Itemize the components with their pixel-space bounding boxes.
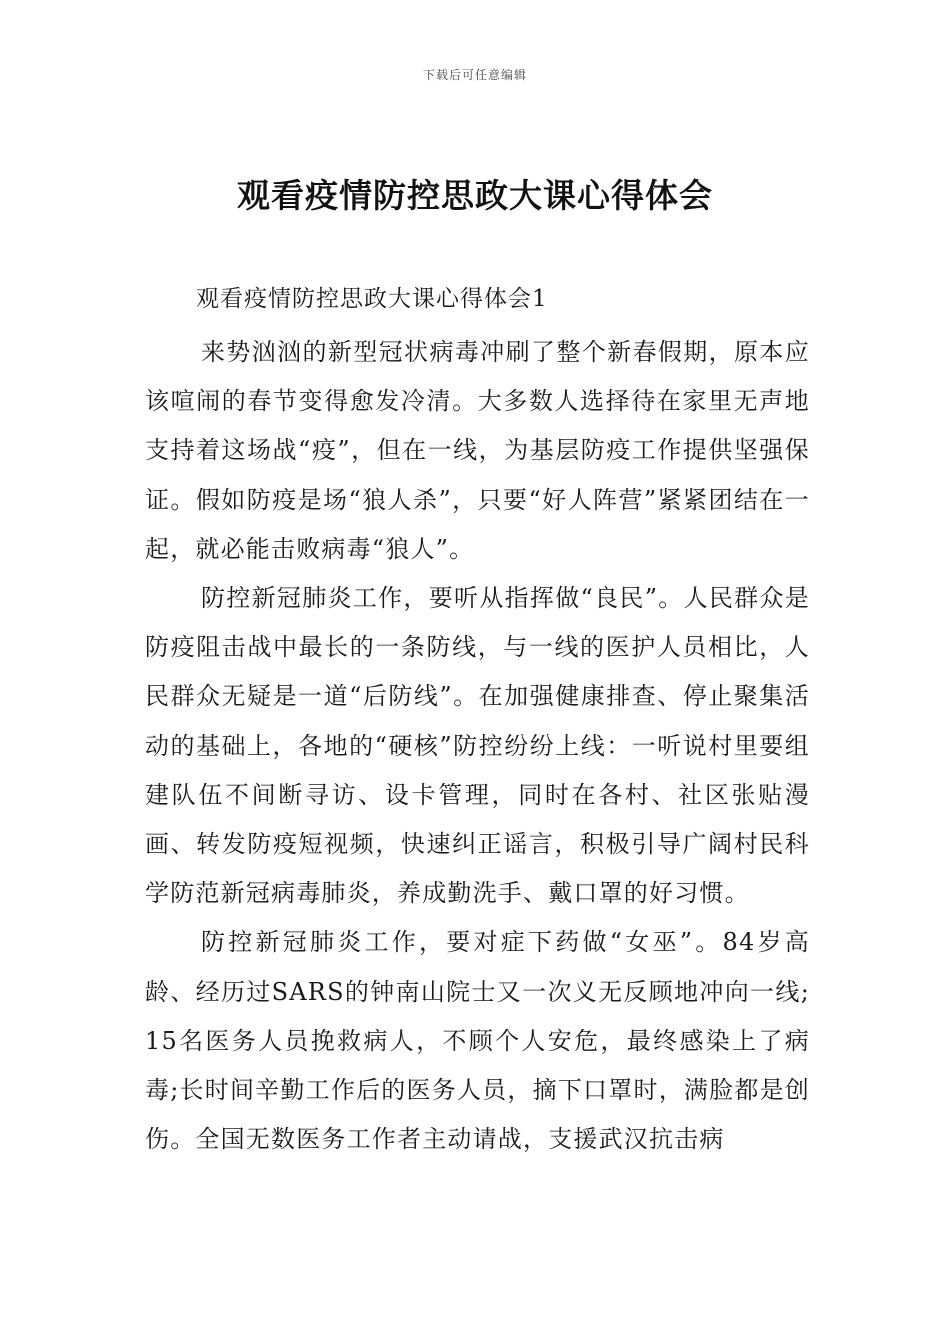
document-title: 观看疫情防控思政大课心得体会 — [237, 176, 713, 215]
section-subtitle: 观看疫情防控思政大课心得体会1 — [196, 286, 548, 312]
document-body — [145, 328, 810, 1164]
paragraph-2: 防控新冠肺炎工作，要听从指挥做“良民”。人民群众是防疫阻击战中最长的一条防线，与一线的医护人员相比，人民群众无疑是一道“后防线”。在加强健康排查、停止聚集活动的基础上，各地的“硬核”防控纷纷上线：一听说村里要组建队伍不间断寻访、设卡管理，同时在各村、社区张贴漫画、转发防疫短视频，快速纠正谣言，积极引导广阔村民科学防范新冠病毒肺炎，养成勤洗手、戴口罩的好习惯。 — [145, 584, 810, 908]
paragraph-1: 来势汹汹的新型冠状病毒冲刷了整个新春假期，原本应该喧闹的春节变得愈发冷清。大多数人选择待在家里无声地支持着这场战“疫”，但在一线，为基层防疫工作提供坚强保证。假如防疫是场“狼人杀”，只要“好人阵营”紧紧团结在一起，就必能击败病毒“狼人”。 — [145, 338, 810, 563]
header-note: 下载后可任意编辑 — [422, 68, 527, 82]
paragraph-3: 防控新冠肺炎工作，要对症下药做“女巫”。84岁高龄、经历过SARS的钟南山院士又一次义无反顾地冲向一线;15名医务人员挽救病人，不顾个人安危，最终感染上了病毒;长时间辛勤工作后的医务人员，摘下口罩时，满脸都是创伤。全国无数医务工作者主动请战，支援武汉抗击病 — [145, 928, 810, 1154]
